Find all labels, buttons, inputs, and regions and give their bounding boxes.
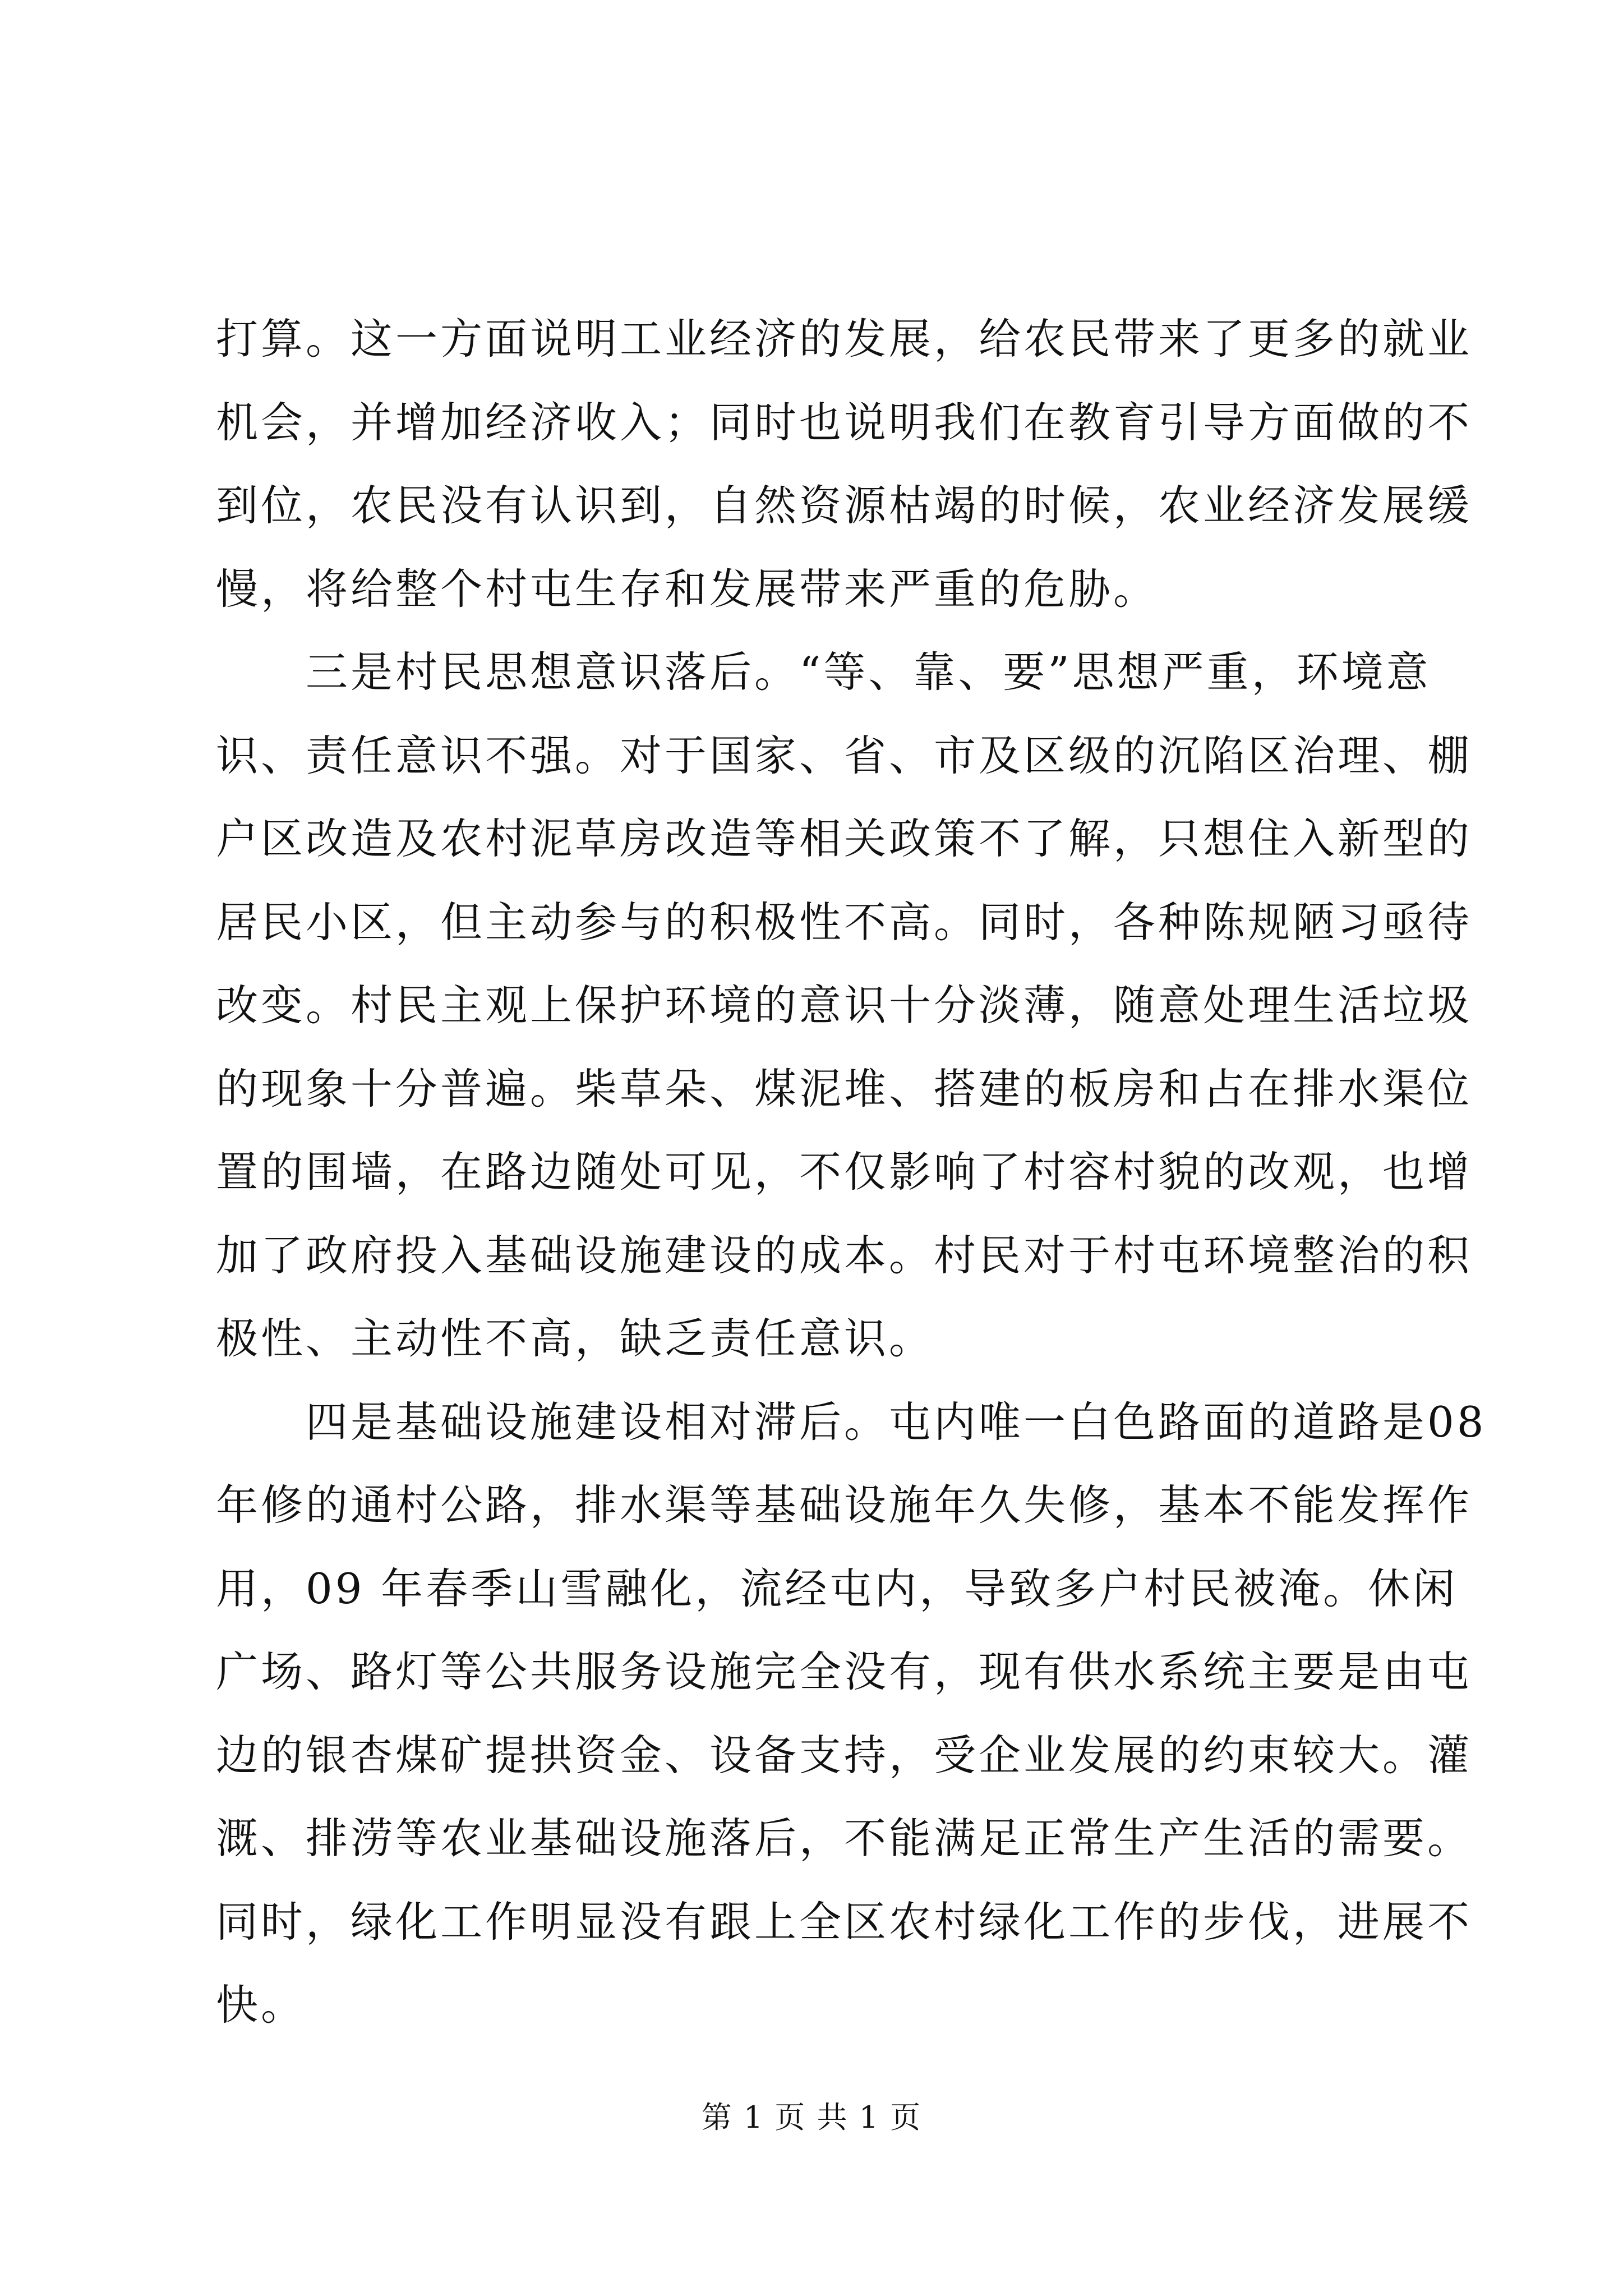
text-line: 改变。村民主观上保护环境的意识十分淡薄，随意处理生活垃圾 bbox=[216, 981, 1473, 1030]
text-line: 识、责任意识不强。对于国家、省、市及区级的沉陷区治理、棚 bbox=[216, 730, 1473, 780]
paragraph-start-line: 四是基础设施建设相对滞后。屯内唯一白色路面的道路是08 bbox=[216, 1397, 1487, 1447]
text-line: 慢，将给整个村屯生存和发展带来严重的危胁。 bbox=[216, 564, 1159, 614]
text-line: 快。 bbox=[216, 1980, 306, 2030]
document-body bbox=[216, 297, 1487, 2047]
text-line: 到位，农民没有认识到，自然资源枯竭的时候，农业经济发展缓 bbox=[216, 481, 1473, 530]
text-line: 广场、路灯等公共服务设施完全没有，现有供水系统主要是由屯 bbox=[216, 1647, 1473, 1696]
text-line: 户区改造及农村泥草房改造等相关政策不了解，只想住入新型的 bbox=[216, 814, 1473, 863]
text-line: 机会，并增加经济收入；同时也说明我们在教育引导方面做的不 bbox=[216, 397, 1473, 447]
paragraph-start-line: 三是村民思想意识落后。“等、靠、要”思想严重，环境意 bbox=[216, 647, 1431, 697]
text-line: 同时，绿化工作明显没有跟上全区农村绿化工作的步伐，进展不 bbox=[216, 1897, 1473, 1947]
text-line: 年修的通村公路，排水渠等基础设施年久失修，基本不能发挥作 bbox=[216, 1480, 1473, 1530]
text-line: 居民小区，但主动参与的积极性不高。同时，各种陈规陋习亟待 bbox=[216, 897, 1473, 947]
text-line: 极性、主动性不高，缺乏责任意识。 bbox=[216, 1314, 934, 1363]
page-footer: 第 1 页 共 1 页 bbox=[701, 2100, 922, 2135]
text-line: 用，09 年春季山雪融化，流经屯内，导致多户村民被淹。休闲 bbox=[216, 1563, 1458, 1613]
text-line: 边的银杏煤矿提拱资金、设备支持，受企业发展的约束较大。灌 bbox=[216, 1730, 1473, 1780]
text-line: 溉、排涝等农业基础设施落后，不能满足正常生产生活的需要。 bbox=[216, 1814, 1473, 1863]
text-line: 加了政府投入基础设施建设的成本。村民对于村屯环境整治的积 bbox=[216, 1230, 1473, 1280]
text-line: 打算。这一方面说明工业经济的发展，给农民带来了更多的就业 bbox=[216, 314, 1473, 364]
text-line: 的现象十分普遍。柴草朵、煤泥堆、搭建的板房和占在排水渠位 bbox=[216, 1064, 1473, 1114]
text-line: 置的围墙，在路边随处可见，不仅影响了村容村貌的改观，也增 bbox=[216, 1147, 1473, 1197]
